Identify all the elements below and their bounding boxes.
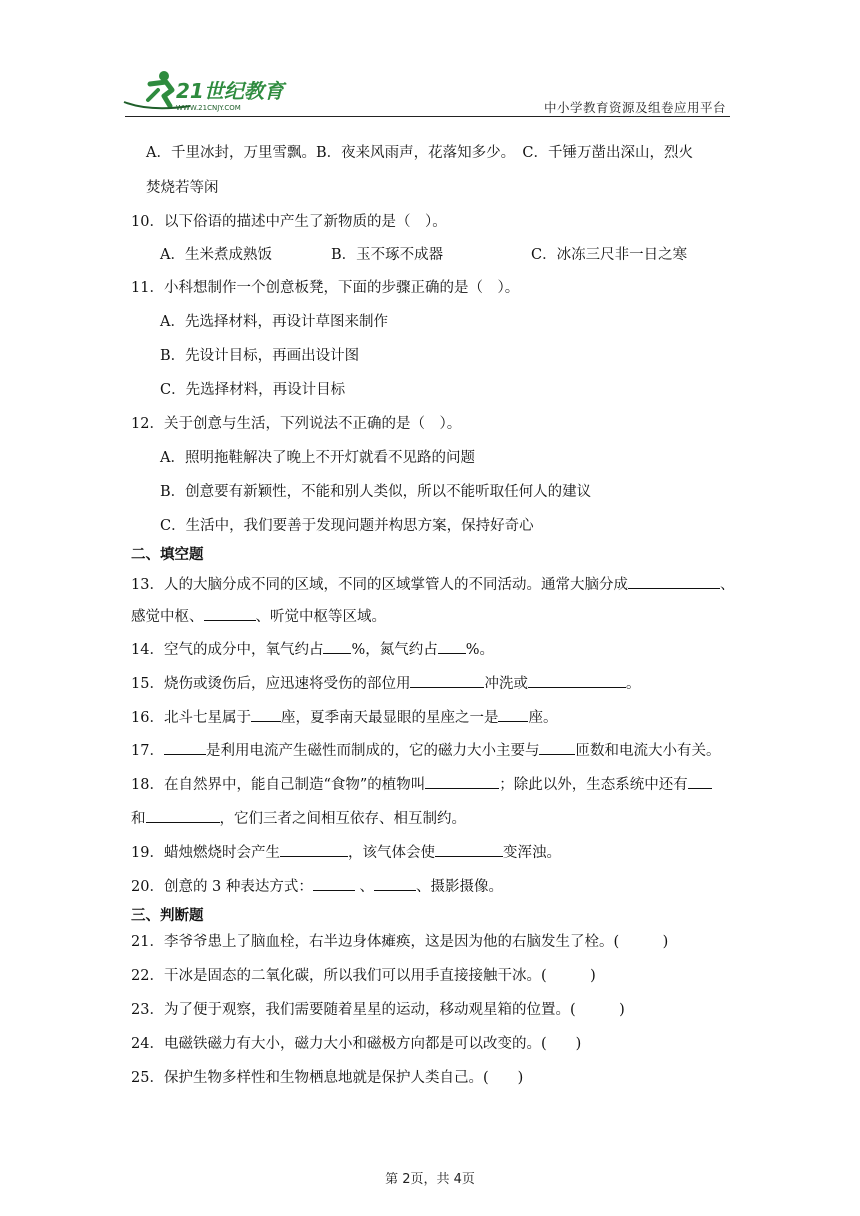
q12-option-a: A．照明拖鞋解决了晚上不开灯就看不见路的问题 [160,450,475,466]
q13-text-4: 、听觉中枢等区域。 [255,609,386,625]
q20-text-1: 20．创意的 3 种表达方式： [131,879,313,895]
q20-blank-2 [374,876,416,891]
q14-text-3: %。 [465,642,495,658]
q17-text-1: 17． [131,743,164,759]
q10-option-a: A．生米煮成熟饭 [160,247,272,263]
q13-blank-2 [204,606,256,621]
q10-option-b: B．玉不琢不成器 [331,247,444,263]
q19-text-3: 变浑浊。 [502,845,561,861]
q14-blank-1 [323,639,351,654]
q24: 24．电磁铁磁力有大小，磁力大小和磁极方向都是可以改变的。( ) [131,1036,582,1052]
q19-text-1: 19．蜡烛燃烧时会产生 [131,845,280,861]
header-divider [125,116,730,117]
q14-blank-2 [438,639,466,654]
q16-blank-2 [498,707,528,722]
q20-text-3: 、摄影摄像。 [416,879,504,895]
page-footer: 第 2页，共 4页 [385,1172,475,1187]
q25: 25．保护生物多样性和生物栖息地就是保护人类自己。( ) [131,1070,524,1086]
q11-option-b: B．先设计目标，再画出设计图 [160,348,360,364]
q14-text-1: 14．空气的成分中，氧气约占 [131,642,324,658]
q20-text-2: 、 [354,879,375,895]
q17-text-2: 是利用电流产生磁性而制成的，它的磁力大小主要与 [205,743,540,759]
q13-blank-1 [628,574,720,589]
q13-text-1: 13．人的大脑分成不同的区域，不同的区域掌管人的不同活动。通常大脑分成 [131,577,628,593]
q19-blank-1 [280,842,348,857]
q16-text-3: 座。 [528,710,558,726]
q20-blank-1 [313,876,355,891]
q17-text-3: 匝数和电流大小有关。 [575,743,721,759]
q21: 21．李爷爷患上了脑血栓，右半边身体瘫痪，这是因为他的右脑发生了栓。( ) [131,934,669,950]
q12-option-b: B．创意要有新颖性，不能和别人类似，所以不能听取任何人的建议 [160,484,592,500]
q15-text-3: 。 [625,676,641,692]
q15-text-1: 15．烧伤或烫伤后，应迅速将受伤的部位用 [131,676,411,692]
q15-blank-2 [528,673,626,688]
q18-blank-3 [146,808,220,823]
q14 [131,639,494,660]
q17-blank-1 [164,740,206,755]
q18-text-1: 18．在自然界中，能自己制造“食物”的植物叫 [131,777,426,793]
q18-blank-2 [688,774,712,789]
q15-blank-1 [410,673,484,688]
q15 [131,673,640,694]
q9-options-line2: 焚烧若等闲 [146,180,219,196]
q19 [131,842,561,863]
logo-url: WWW.21CNJY.COM [176,104,241,112]
q13-line1 [131,574,734,595]
q23: 23．为了便于观察，我们需要随着星星的运动，移动观星箱的位置。( ) [131,1002,625,1018]
q15-text-2: 冲洗或 [484,676,528,692]
q11-option-a: A．先选择材料，再设计草图来制作 [160,314,388,330]
q18-text-3: 和 [131,811,146,827]
q16-text-2: 座，夏季南天最显眼的星座之一是 [280,710,499,726]
q17 [131,740,720,761]
section-fill-in-blank: 二、填空题 [131,547,204,563]
q12-option-c: C．生活中，我们要善于发现问题并构思方案，保持好奇心 [160,518,534,534]
q18-text-4: ，它们三者之间相互依存、相互制约。 [219,811,466,827]
q22: 22．干冰是固态的二氧化碳，所以我们可以用手直接接触干冰。( ) [131,968,596,984]
q10-option-c: C．冰冻三尺非一日之寒 [531,247,688,263]
q9-options-line1: A．千里冰封，万里雪飘。B．夜来风雨声，花落知多少。 C．千锤万凿出深山，烈火 [146,145,693,161]
q14-text-2: %，氮气约占 [351,642,438,658]
page-header [0,0,860,120]
q11-option-c: C．先选择材料，再设计目标 [160,382,346,398]
logo-text: 21世纪教育 [176,79,284,103]
q16-blank-1 [251,707,281,722]
q10-stem: 10．以下俗语的描述中产生了新物质的是（ ）。 [131,214,447,230]
section-true-false: 三、判断题 [131,908,204,924]
q18-blank-1 [425,774,499,789]
q11-stem: 11．小科想制作一个创意板凳，下面的步骤正确的是（ ）。 [131,280,520,296]
q13-line2 [131,606,386,627]
q16 [131,707,557,728]
q18-text-2: ；除此以外，生态系统中还有 [499,777,688,793]
q19-blank-2 [435,842,503,857]
q18-line1 [131,774,712,795]
logo-21cnjy [120,66,290,114]
q16-text-1: 16．北斗七星属于 [131,710,251,726]
q13-text-3: 感觉中枢、 [131,609,204,625]
q19-text-2: ，该气体会使 [347,845,435,861]
q17-blank-2 [539,740,575,755]
header-platform-label: 中小学教育资源及组卷应用平台 [543,100,726,115]
q13-text-2: 、 [719,577,735,593]
q12-stem: 12．关于创意与生活，下列说法不正确的是（ ）。 [131,416,462,432]
q18-line2 [131,808,466,829]
q20 [131,876,503,897]
